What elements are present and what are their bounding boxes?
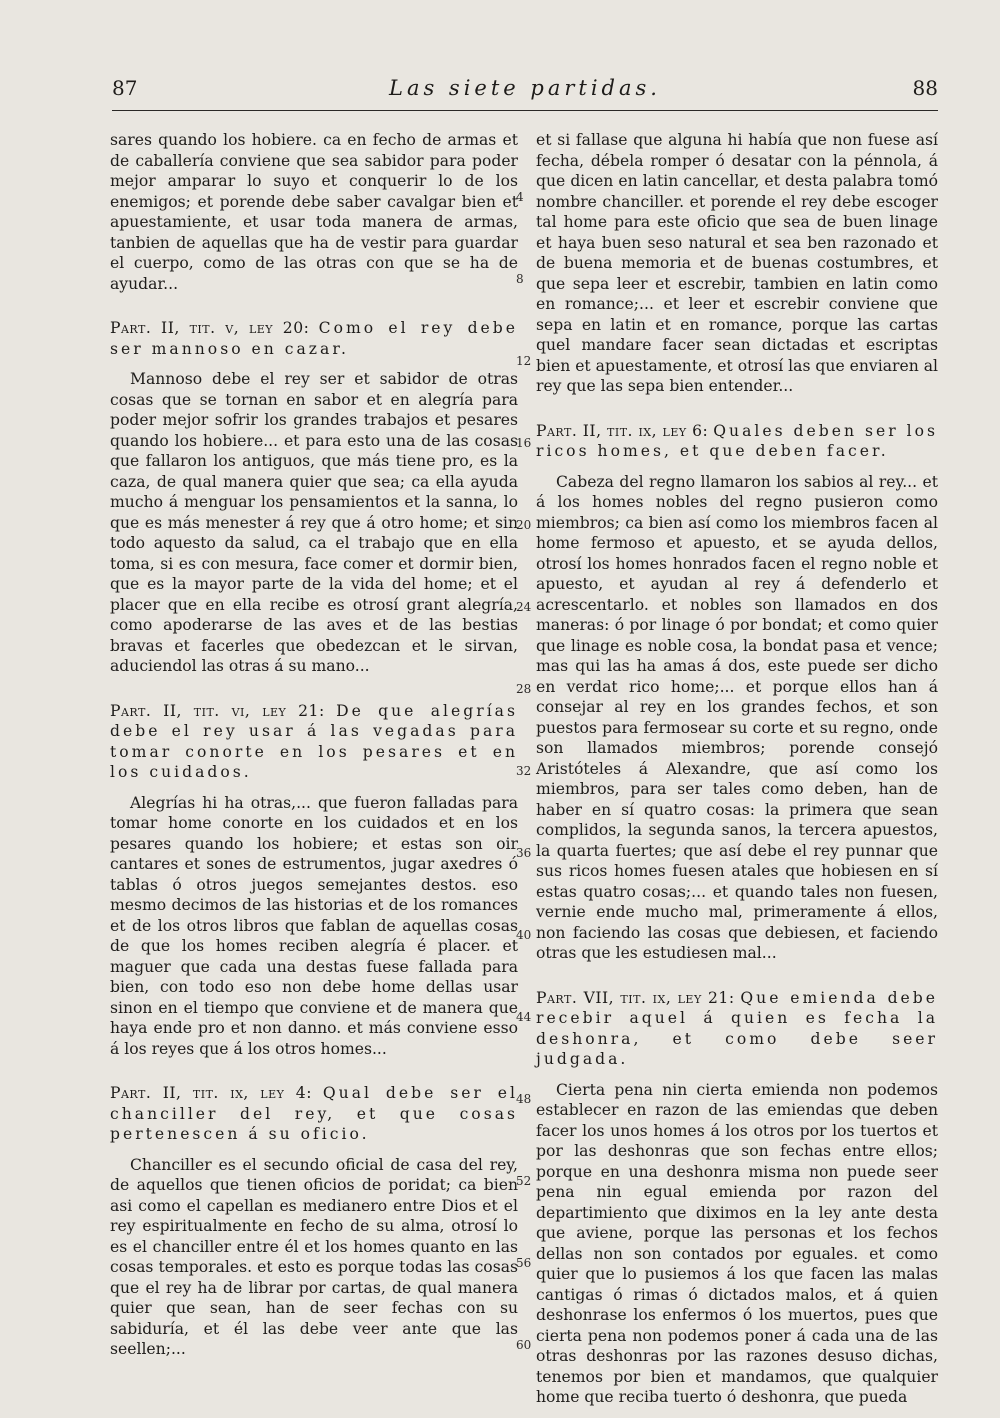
line-number: 60 — [516, 1338, 532, 1352]
paragraph: Cierta pena nin cierta emienda non podemos establecer en razon de las emiendas que deben facer los unos homes á los otros por los tuertos et por las deshonras que son fechas entre ellos; porque en una deshonra misma non puede seer pena nin egual emienda por razon del departimiento que diximos en la ley ante desta que aviene, porque las personas et los fechos dellas non son contados por eguales. et como quier que lo pusiemos á los que facen las malas cantigas ó rimas ó dictados malos, et á quien deshonrase los enfermos ó los muertos, pues que cierta pena non podemos poner á cada una de las otras deshonras por las razones desuso dichas, tenemos por bien et mandamos, que qualquier home que reciba tuerto ó deshonra, que pueda — [536, 1080, 938, 1406]
line-number: 52 — [516, 1174, 532, 1188]
line-number: 20 — [516, 518, 532, 532]
section-heading — [110, 701, 518, 783]
heading-citation: Part. VII, tit. ix, ley 21: — [536, 988, 735, 1007]
paragraph: Chanciller es el secundo oficial de casa del rey, de aquellos que tienen oficios de poridat; ca bien asi como el capellan es medianero entre Dios et el rey espiritualmente en fecho de su alma, otrosí lo es el chanciller entre él et los homes quanto en las cosas temporales. et esto es porque todas las cosas que el rey ha de librar por cartas, de qual manera quier que sean, han de seer fechas con su sabiduría, et él las debe veer ante que las seellen;... — [110, 1155, 518, 1358]
heading-citation: Part. II, tit. ix, ley 6: — [536, 421, 709, 440]
left-page-number: 87 — [112, 76, 138, 100]
line-number: 24 — [516, 600, 532, 614]
section-heading — [536, 421, 938, 462]
section-heading — [536, 988, 938, 1070]
paragraph: sares quando los hobiere. ca en fecho de armas et de caballería conviene que sea sabidor para poder mejor amparar lo suyo et conquerir lo de los enemigos; et porende debe saber cavalgar bien et apuestamiente, et usar toda manera de armas, tanbien de aquellas que ha de vestir para guardar el cuerpo, como de las otras con que se ha de ayudar... — [110, 131, 518, 293]
line-number: 48 — [516, 1092, 532, 1106]
right-page-number: 88 — [912, 76, 938, 100]
heading-title: De que alegrías debe el rey usar á las vegadas para tomar conorte en los pesares et en los cuidados. — [110, 701, 518, 781]
right-column — [536, 130, 938, 1408]
paragraph: Mannoso debe el rey ser et sabidor de otras cosas que se tornan en sabor et en alegría para poder mejor sofrir los grandes trabajos et pesares quando los hobiere... et para esto una de las cosas que fallaron los antiguos, que más tiene pro, es la caza, de qual manera quier que sea; ca ella ayuda mucho á menguar los pensamientos et la sanna, lo que es más menester á rey que á otro home; et sin todo aquesto da salud, ca el trabajo que en ella toma, si es con mesura, face comer et dormir bien, que es la mayor parte de la vida del home; et el placer que en ella recibe es otrosí grant alegría, como apoderarse de las aves et de las bestias bravas et facerles que obedezcan et le sirvan, aduciendol las otras á su mano... — [110, 370, 518, 675]
heading-title: Quales deben ser los ricos homes, et que deben facer. — [536, 421, 938, 460]
heading-title: Que emienda debe recebir aquel á quien es fecha la deshonra, et como debe seer judgada. — [536, 988, 938, 1068]
paragraph: et si fallase que alguna hi había que non fuese así fecha, débela romper ó desatar con la pénnola, á que dicen en latin cancellar, et desta palabra tomó nombre chanciller. et porende el rey debe escoger tal home para este oficio que sea de buen linage et haya buen seso natural et sea ben razonado et de buena memoria et de buenas costumbres, et que sepa leer et escrebir, tambien en latin como en romance;... et leer et escrebir conviene que sepa en latin et en romance, porque las cartas quel mandare facer sean dictadas et escriptas bien et apuestamente, et otrosí las que enviaren al rey que las sepa bien entender... — [536, 131, 938, 395]
heading-citation: Part. II, tit. vi, ley 21: — [110, 701, 325, 720]
heading-title: Qual debe ser el chanciller del rey, et que cosas pertenescen á su oficio. — [110, 1084, 518, 1143]
paragraph: Alegrías hi ha otras,... que fueron falladas para tomar home conorte en los cuidados et en los pesares quando los hobiere; et estas son oir cantares et sones de estrumentos, jugar axedres ó tablas ó otros juegos semejantes destos. eso mesmo decimos de las historias et de los romances et de los otros libros que fablan de aquellas cosas de que los homes reciben alegría é placer. et maguer que cada una destas fuese fallada para bien, con todo eso non debe home dellas usar sinon en el tiempo que conviene et de manera que haya ende pro et non danno. et más conviene esso á los reyes que á los otros homes... — [110, 793, 518, 1058]
line-number: 16 — [516, 436, 532, 450]
line-number: 40 — [516, 928, 532, 942]
left-column — [110, 130, 518, 1360]
line-number: 36 — [516, 846, 532, 860]
line-numbers — [516, 130, 536, 1350]
paragraph: Cabeza del regno llamaron los sabios al rey... et á los homes nobles del regno pusieron como miembros; ca bien así como los miembros facen al home fermoso et apuesto, et se ayuda dellos, otrosí los homes honrados facen el regno noble et apuesto, et ayudan al rey á defenderlo et acrescentarlo. et nobles son llamados en dos maneras: ó por linage ó por bondat; et como quier que linage es noble cosa, la bondat pasa et vence; mas qui las ha amas á dos, este puede ser dicho en verdat rico home;... et porque ellos han á consejar al rey en los grandes fechos, et son puestos para fermosear su corte et su regno, onde son llamados miembros; porende consejó Aristóteles á Alexandre, que así como los miembros, para ser tales como deben, han de haber en sí quatro cosas: la primera que sean complidos, la segunda sanos, la tercera apuestos, la quarta fuertes; que así debe el rey punnar que sus ricos homes fuesen atales que hobiesen en sí estas quatro cosas;... et quando tales non fuesen, vernie ende mucho mal, primeramente á ellos, non faciendo las cosas que debiesen, et faciendo otras que les estudiesen mal... — [536, 472, 938, 962]
section-heading — [110, 1083, 518, 1145]
line-number: 28 — [516, 682, 532, 696]
heading-citation: Part. II, tit. ix, ley 4: — [110, 1084, 312, 1102]
line-number: 4 — [516, 190, 524, 204]
line-number: 44 — [516, 1010, 532, 1024]
header-rule — [112, 110, 938, 111]
line-number: 12 — [516, 354, 532, 368]
heading-citation: Part. II, tit. v, ley 20: — [110, 319, 310, 337]
heading-title: Como el rey debe ser mannoso en cazar. — [110, 319, 518, 358]
running-title: Las siete partidas. — [389, 76, 661, 100]
line-number: 56 — [516, 1256, 532, 1270]
running-header — [112, 76, 938, 110]
line-number: 32 — [516, 764, 532, 778]
section-heading — [110, 318, 518, 359]
line-number: 8 — [516, 272, 524, 286]
